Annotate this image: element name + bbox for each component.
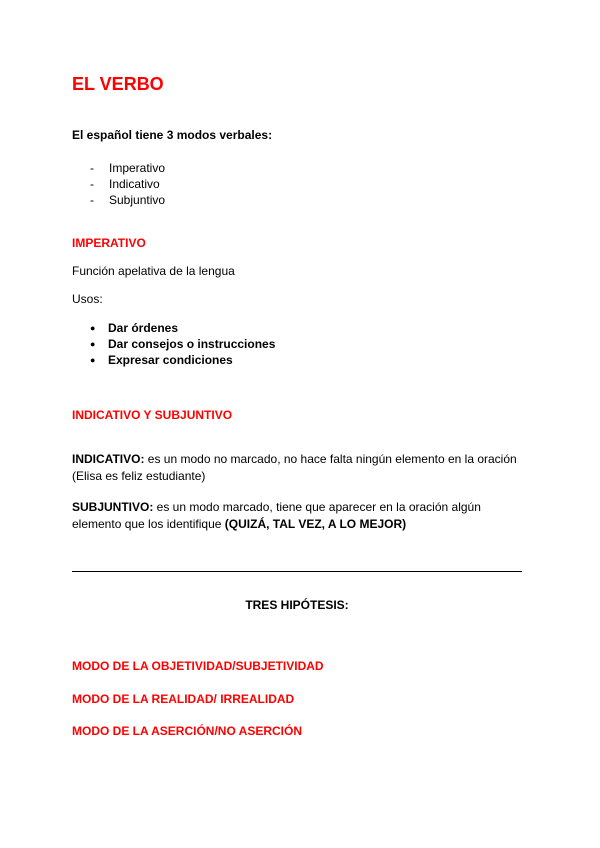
- imperativo-function: Función apelativa de la lengua: [72, 264, 235, 278]
- list-item: [90, 352, 275, 368]
- mode-label: Indicativo: [109, 177, 160, 191]
- subjuntivo-paragraph: [72, 499, 532, 533]
- subjuntivo-text: es un modo marcado, tiene que aparecer en la oración algún elemento que los identifique: [72, 500, 481, 531]
- hipotesis-item: MODO DE LA OBJETIVIDAD/SUBJETIVIDAD: [72, 659, 324, 673]
- list-item: [90, 336, 275, 352]
- imperativo-heading: IMPERATIVO: [72, 236, 146, 250]
- ind-subj-heading: INDICATIVO Y SUBJUNTIVO: [72, 408, 233, 422]
- indicativo-term: INDICATIVO:: [72, 452, 145, 466]
- bullet-icon: ●: [90, 355, 96, 365]
- hipotesis-item: MODO DE LA REALIDAD/ IRREALIDAD: [72, 692, 295, 706]
- bullet-icon: ●: [90, 339, 96, 349]
- list-item: [90, 176, 165, 192]
- uses-list: [90, 320, 275, 368]
- bullet-icon: ●: [90, 323, 96, 333]
- subjuntivo-examples: (QUIZÁ, TAL VEZ, A LO MEJOR): [224, 517, 407, 531]
- use-label: Dar órdenes: [108, 321, 179, 335]
- dash-marker: -: [90, 161, 94, 175]
- list-item: [90, 160, 165, 176]
- mode-label: Subjuntivo: [109, 193, 166, 207]
- hipotesis-heading: TRES HIPÓTESIS:: [245, 598, 349, 612]
- intro-text: El español tiene 3 modos verbales:: [72, 128, 273, 142]
- mode-label: Imperativo: [109, 161, 166, 175]
- page-title: EL VERBO: [72, 74, 164, 94]
- indicativo-paragraph: [72, 451, 532, 485]
- hipotesis-item: MODO DE LA ASERCIÓN/NO ASERCIÓN: [72, 724, 303, 738]
- use-label: Dar consejos o instrucciones: [108, 337, 276, 351]
- dash-marker: -: [90, 177, 94, 191]
- dash-marker: -: [90, 193, 94, 207]
- use-label: Expresar condiciones: [108, 353, 233, 367]
- indicativo-text: es un modo no marcado, no hace falta ningún elemento en la oración (Elisa es feliz estudiante): [72, 452, 517, 483]
- list-item: [90, 192, 165, 208]
- modes-list: [90, 160, 165, 208]
- horizontal-divider: [72, 571, 522, 572]
- usos-label: Usos:: [72, 292, 103, 306]
- subjuntivo-term: SUBJUNTIVO:: [72, 500, 154, 514]
- list-item: [90, 320, 275, 336]
